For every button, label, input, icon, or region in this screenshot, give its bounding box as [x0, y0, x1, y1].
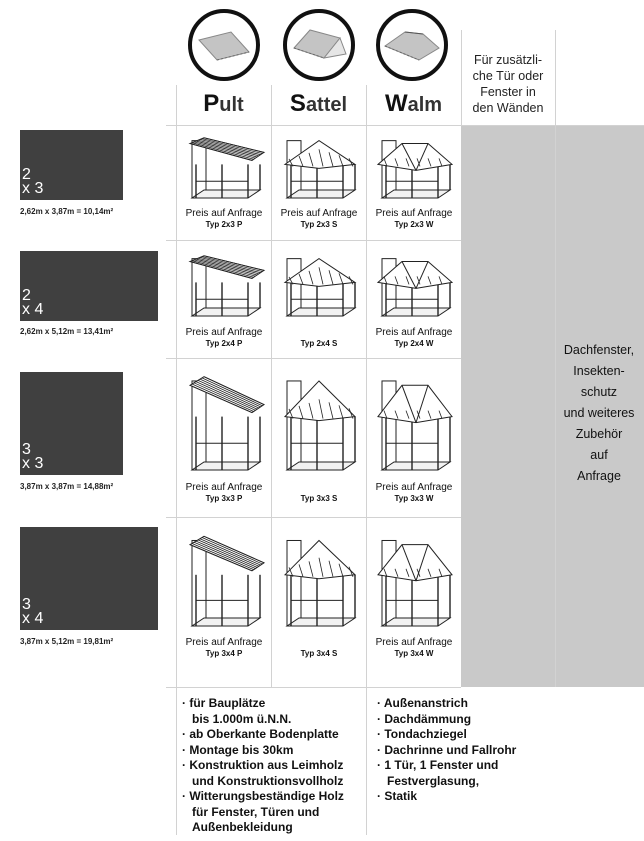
garden-house-walm-sketch	[372, 250, 456, 322]
garden-house-pult-sketch	[182, 132, 266, 204]
cell-type: Typ 2x4 S	[300, 339, 338, 348]
garden-house-walm-sketch	[372, 368, 456, 476]
cell-type: Typ 2x3 W	[394, 220, 434, 229]
grid-line	[166, 358, 461, 359]
size-block-2x3: 2 x 3	[20, 130, 123, 200]
garden-house-pult-sketch	[182, 250, 266, 322]
grid-line	[271, 85, 272, 687]
list-item: · für Bauplätze bis 1.000m ü.N.N.	[182, 696, 362, 727]
cell-price: Preis auf Anfrage	[185, 482, 263, 493]
cell-type: Typ 2x3 P	[205, 220, 243, 229]
extra-column-band	[461, 126, 555, 687]
cell-type: Typ 2x4 P	[205, 339, 243, 348]
features-list-left	[182, 696, 362, 836]
list-item: · Konstruktion aus Leimholz und Konstruktionsvollholz	[182, 758, 362, 789]
list-item: · Tondachziegel	[377, 727, 547, 743]
cell-price: Preis auf Anfrage	[375, 327, 453, 338]
cell-price: Preis auf Anfrage	[185, 327, 263, 338]
list-item: · 1 Tür, 1 Fenster und Festverglasung,	[377, 758, 547, 789]
garden-house-walm-sketch	[372, 132, 456, 204]
cell-price: Preis auf Anfrage	[185, 208, 263, 219]
pult-roof-icon	[187, 8, 261, 82]
cell-type: Typ 3x4 W	[394, 649, 434, 658]
grid-line	[366, 85, 367, 835]
list-item: · Außenanstrich	[377, 696, 547, 712]
grid-line	[166, 125, 644, 126]
cell-price: Preis auf Anfrage	[375, 637, 453, 648]
cell-type: Typ 3x4 P	[205, 649, 243, 658]
cell-price: Preis auf Anfrage	[280, 208, 358, 219]
cell-type: Typ 3x3 P	[205, 494, 243, 503]
cell-price: Preis auf Anfrage	[375, 208, 453, 219]
garden-house-walm-sketch	[372, 528, 456, 632]
size-block-2x4: 2 x 4	[20, 251, 158, 321]
accessories-note: Dachfenster, Insekten- schutz und weiteres Zubehör auf Anfrage	[563, 343, 635, 483]
cell-price: Preis auf Anfrage	[375, 482, 453, 493]
list-item: · Witterungsbeständige Holz für Fenster, Türen und Außenbekleidung	[182, 789, 362, 836]
cell-type: Typ 3x4 S	[300, 649, 338, 658]
column-header-walm: Walm	[384, 90, 443, 117]
size-dimensions: 3,87m x 5,12m = 19,81m²	[20, 637, 114, 646]
extra-column-header: Für zusätzli- che Tür oder Fenster in den Wänden	[472, 53, 544, 115]
walm-roof-icon	[375, 8, 449, 82]
cell-type: Typ 2x4 W	[394, 339, 434, 348]
garden-house-sattel-sketch	[277, 368, 361, 476]
grid-line	[166, 687, 461, 688]
garden-house-sattel-sketch	[277, 132, 361, 204]
list-item: · Dachrinne und Fallrohr	[377, 743, 547, 759]
column-header-sattel: Sattel	[289, 90, 348, 117]
list-item: · ab Oberkante Bodenplatte	[182, 727, 362, 743]
size-dimensions: 2,62m x 5,12m = 13,41m²	[20, 327, 114, 336]
garden-house-pult-sketch	[182, 528, 266, 632]
sattel-roof-icon	[282, 8, 356, 82]
list-item: · Statik	[377, 789, 547, 805]
cell-type: Typ 3x3 S	[300, 494, 338, 503]
features-list-right	[377, 696, 547, 805]
garden-house-sattel-sketch	[277, 528, 361, 632]
cell-type: Typ 2x3 S	[300, 220, 338, 229]
cell-type: Typ 3x3 W	[394, 494, 434, 503]
size-dimensions: 3,87m x 3,87m = 14,88m²	[20, 482, 114, 491]
grid-line	[176, 85, 177, 835]
size-block-3x3: 3 x 3	[20, 372, 123, 475]
garden-house-pult-sketch	[182, 368, 266, 476]
list-item: · Montage bis 30km	[182, 743, 362, 759]
grid-line	[166, 517, 461, 518]
size-block-3x4: 3 x 4	[20, 527, 158, 630]
garden-house-sattel-sketch	[277, 250, 361, 322]
list-item: · Dachdämmung	[377, 712, 547, 728]
cell-price: Preis auf Anfrage	[185, 637, 263, 648]
size-dimensions: 2,62m x 3,87m = 10,14m²	[20, 207, 114, 216]
column-header-pult: Pult	[203, 90, 244, 117]
grid-line	[166, 240, 461, 241]
